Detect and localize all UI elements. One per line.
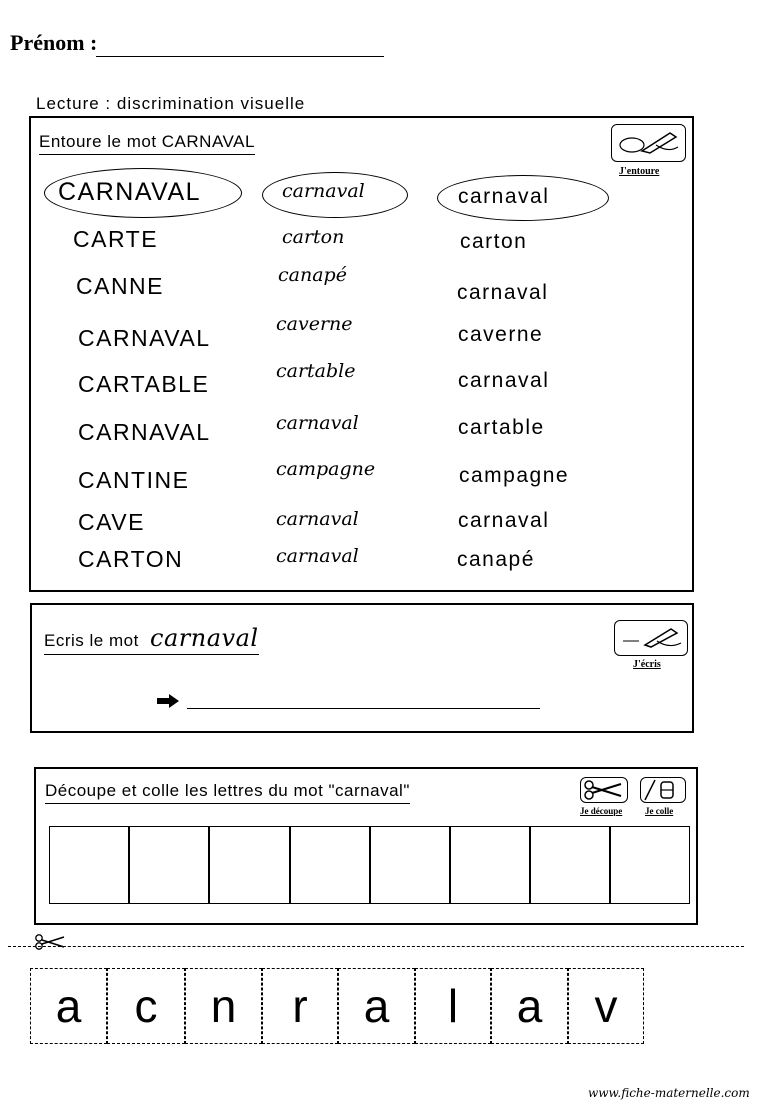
prenom-line[interactable]	[96, 56, 384, 57]
scissors-icon	[580, 777, 628, 803]
word-item[interactable]: campagne	[459, 464, 570, 487]
word-item[interactable]: CARNAVAL	[78, 325, 211, 351]
word-item[interactable]: carnaval	[282, 180, 365, 202]
arrow-right-icon	[157, 694, 179, 713]
section1-instruction: Entoure le mot CARNAVAL	[39, 132, 255, 155]
letter-tile[interactable]: c	[107, 968, 185, 1044]
glue-cell[interactable]	[209, 826, 290, 904]
letter-tile[interactable]: l	[415, 968, 491, 1044]
word-item[interactable]: carnaval	[458, 185, 550, 208]
section-ecris	[30, 603, 694, 733]
colle-caption: Je colle	[645, 806, 674, 816]
word-item[interactable]: carnaval	[457, 281, 549, 304]
word-item[interactable]: canapé	[278, 264, 347, 286]
glue-cell[interactable]	[530, 826, 610, 904]
word-item[interactable]: carton	[460, 230, 528, 253]
word-item[interactable]: carnaval	[276, 545, 359, 567]
glue-cell[interactable]	[129, 826, 209, 904]
decoupe-caption: Je découpe	[580, 806, 623, 816]
example-circle	[437, 175, 609, 221]
word-item[interactable]: CARTON	[78, 546, 184, 572]
scissors-icon	[34, 933, 66, 956]
word-item[interactable]: CARNAVAL	[78, 419, 211, 445]
section2-word: carnaval	[150, 624, 259, 652]
section2-instruction	[44, 624, 259, 655]
glue-cell[interactable]	[49, 826, 129, 904]
word-item[interactable]: CAVE	[78, 509, 145, 535]
glue-cell[interactable]	[450, 826, 530, 904]
word-item[interactable]: canapé	[457, 548, 535, 571]
word-item[interactable]: CANNE	[76, 273, 165, 299]
word-item[interactable]: CARTE	[73, 226, 159, 252]
pencil-icon	[611, 124, 686, 162]
word-item[interactable]: cartable	[458, 416, 545, 439]
glue-icon	[640, 777, 686, 803]
ecris-caption: J'écris	[633, 659, 661, 670]
word-item[interactable]: carton	[282, 226, 345, 248]
glue-cell[interactable]	[290, 826, 370, 904]
letter-tile[interactable]: v	[568, 968, 644, 1044]
example-circle	[44, 168, 242, 218]
section2-prefix: Ecris le mot	[44, 631, 139, 650]
pencil-icon	[614, 620, 688, 656]
word-item[interactable]: caverne	[276, 313, 353, 335]
word-item[interactable]: CANTINE	[78, 467, 190, 493]
word-item[interactable]: carnaval	[276, 508, 359, 530]
footer-website[interactable]: www.fiche-maternelle.com	[588, 1086, 750, 1100]
section3-instruction: Découpe et colle les lettres du mot "carnaval"	[45, 781, 410, 804]
cut-line	[8, 946, 744, 947]
word-item[interactable]: carnaval	[458, 509, 550, 532]
letter-tile[interactable]: a	[491, 968, 568, 1044]
word-item[interactable]: CARTABLE	[78, 371, 210, 397]
letter-tile[interactable]: a	[338, 968, 415, 1044]
word-item[interactable]: CARNAVAL	[58, 178, 202, 206]
glue-cell[interactable]	[610, 826, 690, 904]
example-circle	[262, 172, 408, 218]
letter-tile[interactable]: a	[30, 968, 107, 1044]
word-item[interactable]: caverne	[458, 323, 544, 346]
glue-cell[interactable]	[370, 826, 450, 904]
writing-line[interactable]	[187, 708, 540, 709]
letter-tile[interactable]: r	[262, 968, 338, 1044]
word-item[interactable]: cartable	[276, 360, 356, 382]
letter-tile[interactable]: n	[185, 968, 262, 1044]
word-item[interactable]: campagne	[276, 458, 376, 480]
word-item[interactable]: carnaval	[458, 369, 550, 392]
word-item[interactable]: carnaval	[276, 412, 359, 434]
prenom-label: Prénom :	[10, 30, 98, 55]
page-title: Lecture : discrimination visuelle	[36, 94, 306, 113]
entoure-caption: J'entoure	[619, 166, 660, 177]
